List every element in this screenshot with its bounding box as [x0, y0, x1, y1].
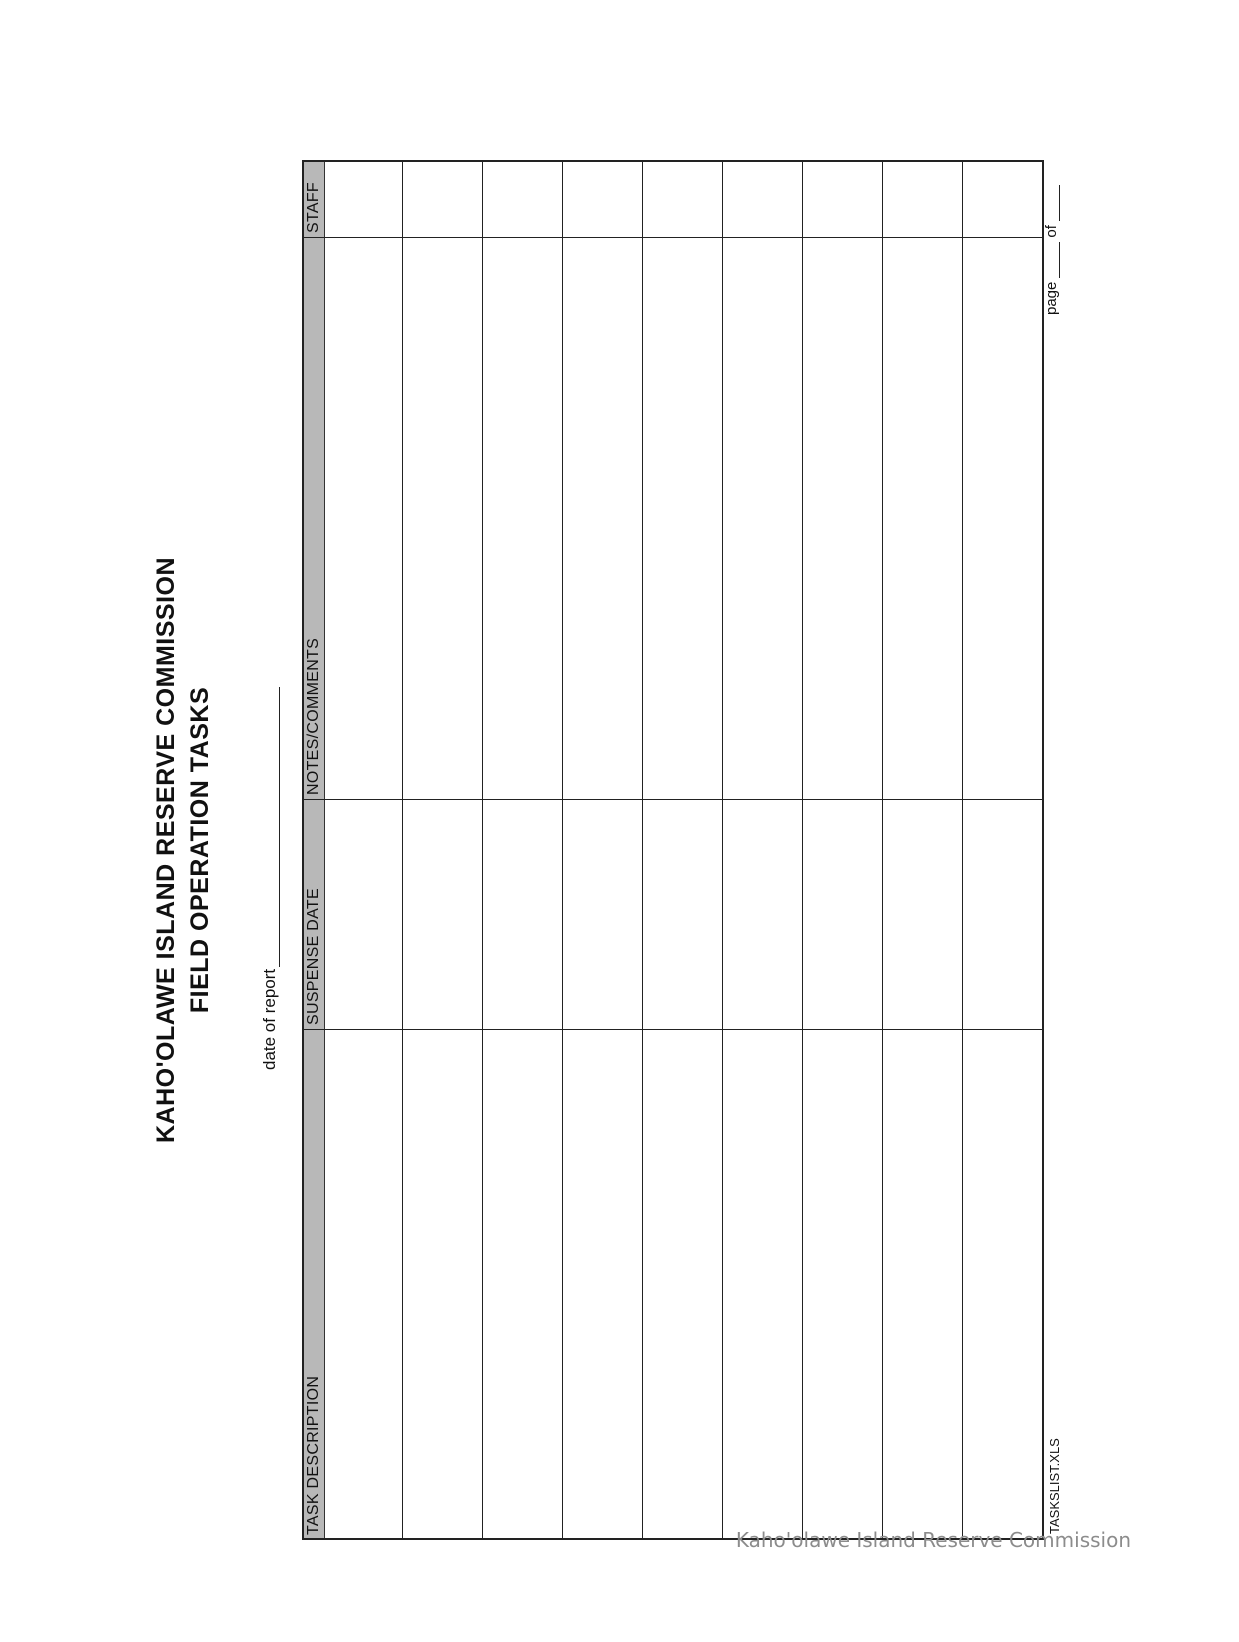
date-of-report-label: date of report — [260, 968, 279, 1070]
table-row-line — [722, 162, 723, 1538]
footer-filename: TASKSLIST.XLS — [1047, 1438, 1062, 1534]
column-divider — [304, 237, 1042, 238]
of-label: of — [1043, 225, 1060, 238]
task-table — [302, 160, 1044, 1540]
table-row-line — [962, 162, 963, 1538]
page-number-blank — [1045, 242, 1060, 278]
header-task-description: TASK DESCRIPTION — [305, 1375, 322, 1535]
date-of-report-blank — [261, 687, 280, 967]
table-row-line — [882, 162, 883, 1538]
table-row-line — [402, 162, 403, 1538]
table-row-line — [642, 162, 643, 1538]
watermark-text: Kaho'olawe Island Reserve Commission — [735, 1528, 1131, 1552]
date-of-report-field — [260, 687, 280, 1070]
header-notes-comments: NOTES/COMMENTS — [305, 637, 322, 795]
table-row-line — [562, 162, 563, 1538]
field-operation-tasks-form — [150, 160, 1062, 1540]
page-label: page — [1043, 281, 1060, 315]
header-suspense-date: SUSPENSE DATE — [305, 888, 322, 1025]
column-divider — [304, 1029, 1042, 1030]
page-number-field — [1043, 181, 1060, 315]
page-total-blank — [1045, 185, 1060, 221]
table-row-line — [482, 162, 483, 1538]
table-header-row — [304, 162, 325, 1538]
header-staff: STAFF — [305, 182, 322, 233]
column-divider — [304, 799, 1042, 800]
table-row-line — [802, 162, 803, 1538]
document-title: KAHO'OLAWE ISLAND RESERVE COMMISSION — [152, 556, 180, 1144]
document-subtitle: FIELD OPERATION TASKS — [186, 686, 214, 1014]
